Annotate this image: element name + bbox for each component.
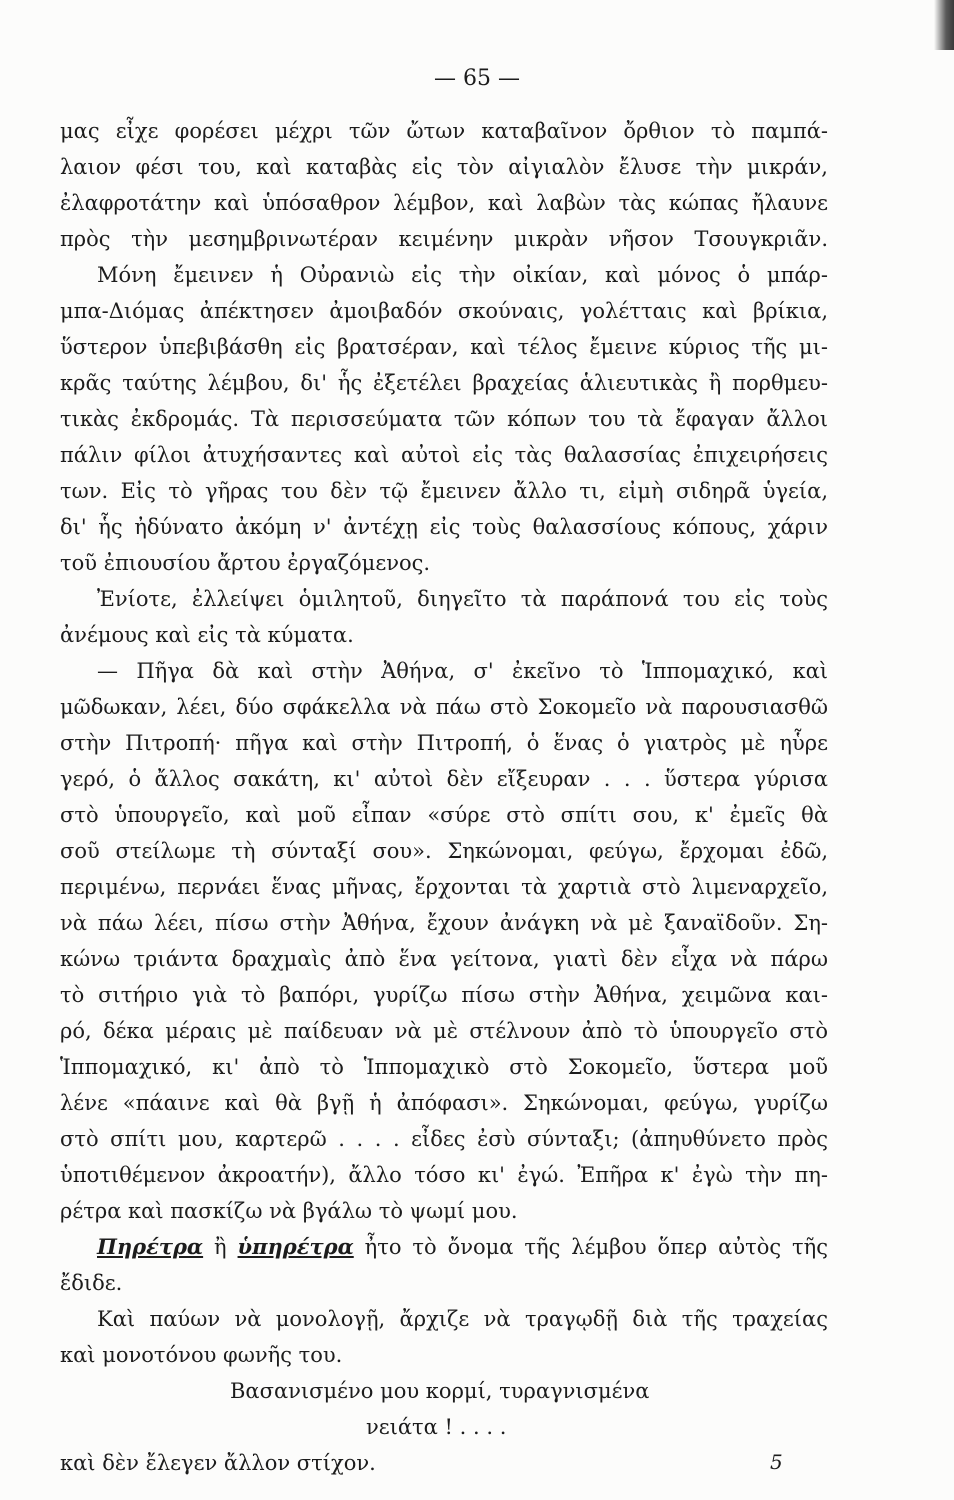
text-line: καὶ μονοτόνου φωνῆς του.	[60, 1343, 343, 1367]
text-line: — Πῆγα δὰ καὶ στὴν Ἀθήνα, σ' ἐκεῖνο τὸ Ἱππομαχικό, καὶ	[97, 659, 828, 683]
text-line: κρᾶς ταύτης λέμβου, δι' ἧς ἐξετέλει βραχείας ἁλιευτικὰς ἢ πορθμευ-	[60, 371, 828, 395]
boat-name-1: Πηρέτρα	[97, 1234, 204, 1259]
text-line: λαιον φέσι του, καὶ καταβὰς εἰς τὸν αἰγιαλὸν ἔλυσε τὴν μικράν,	[60, 155, 828, 179]
signature-mark: 5	[770, 1450, 783, 1474]
text-line: στὴν Πιτροπή· πῆγα καὶ στὴν Πιτροπή, ὁ ἕνας ὁ γιατρὸς μὲ ηὗρε	[60, 731, 828, 755]
text-line: Ἱππομαχικό, κι' ἀπὸ τὸ Ἱππομαχικὸ στὸ Σοκομεῖο, ὕστερα μοῦ	[60, 1055, 828, 1079]
text-line: νὰ πάω λέει, πίσω στὴν Ἀθήνα, ἔχουν ἀνάγκη νὰ μὲ ξαναϊδοῦν. Ση-	[60, 911, 828, 935]
text-line: πρὸς τὴν μεσημβρινωτέραν κειμένην μικρὰν νῆσον Τσουγκριᾶν.	[60, 227, 828, 251]
text-line: στὸ ὑπουργεῖο, καὶ μοῦ εἶπαν «σύρε στὸ σπίτι σου, κ' ἐμεῖς θὰ	[60, 803, 828, 827]
text-line: λένε «πάαινε καὶ θὰ βγῇ ἡ ἀπόφασι». Σηκώνομαι, φεύγω, γυρίζω	[60, 1091, 828, 1115]
text-line: τικὰς ἐκδρομάς. Τὰ περισσεύματα τῶν κόπων του τὰ ἔφαγαν ἄλλοι	[60, 407, 828, 431]
text-line: ἐλαφροτάτην καὶ ὑπόσαθρον λέμβον, καὶ λαβὼν τὰς κώπας ἤλαυνε	[60, 191, 828, 215]
text-line: Καὶ παύων νὰ μονολογῇ, ἄρχιζε νὰ τραγῳδῇ διὰ τῆς τραχείας	[97, 1307, 828, 1331]
text-line: ἀνέμους καὶ εἰς τὰ κύματα.	[60, 623, 354, 647]
emphasis-line	[97, 1232, 828, 1262]
text-line: πάλιν φίλοι ἀτυχήσαντες καὶ αὐτοὶ εἰς τὰς θαλασσίας ἐπιχειρήσεις	[60, 443, 828, 467]
boat-name-connector: ἢ	[214, 1235, 227, 1259]
text-line: τοῦ ἐπιουσίου ἄρτου ἐργαζόμενος.	[60, 551, 431, 575]
text-line: γερό, ὁ ἄλλος σακάτη, κι' αὐτοὶ δὲν εἴξευραν . . . ὕστερα γύρισα	[60, 767, 828, 791]
verse-line: νειάτα ! . . . .	[366, 1415, 507, 1439]
text-line: δι' ἧς ἠδύνατο ἀκόμη ν' ἀντέχῃ εἰς τοὺς θαλασσίους κόπους, χάριν	[60, 515, 828, 539]
text-line: ὕστερον ὑπεβιβάσθη εἰς βρατσέραν, καὶ τέλος ἔμεινε κύριος τῆς μι-	[60, 335, 828, 359]
text-line: Μόνη ἔμεινεν ἡ Οὐρανιὼ εἰς τὴν οἰκίαν, καὶ μόνος ὁ μπάρ-	[97, 263, 828, 287]
text-line: στὸ σπίτι μου, καρτερῶ . . . . εἶδες ἐσὺ σύνταξι; (ἀπηυθύνετο πρὸς	[60, 1127, 828, 1151]
text-line: σοῦ στείλωμε τὴ σύνταξί σου». Σηκώνομαι, φεύγω, ἔρχομαι ἐδῶ,	[60, 839, 828, 863]
text-line: τὸ σιτήριο γιὰ τὸ βαπόρι, γυρίζω πίσω στὴν Ἀθήνα, χειμῶνα και-	[60, 983, 828, 1007]
text-line: των. Εἰς τὸ γῆρας του δὲν τῷ ἔμεινεν ἄλλο τι, εἰμὴ σιδηρᾶ ὑγεία,	[60, 479, 828, 503]
verse-line: Βασανισμένο μου κορμί, τυραγνισμένα	[230, 1379, 650, 1403]
text-line: ρέτρα καὶ πασκίζω νὰ βγάλω τὸ ψωμί μου.	[60, 1199, 518, 1223]
emphasis-rest: ἦτο τὸ ὄνομα τῆς λέμβου ὅπερ αὐτὸς τῆς	[364, 1235, 828, 1259]
text-line: ἔδιδε.	[60, 1271, 123, 1295]
page-number: — 65 —	[434, 66, 520, 91]
text-line: ρό, δέκα μέραις μὲ παίδευαν νὰ μὲ στέλνουν ἀπὸ τὸ ὑπουργεῖο στὸ	[60, 1019, 828, 1043]
text-line: μῶδωκαν, λέει, δύο σφάκελλα νὰ πάω στὸ Σοκομεῖο νὰ παρουσιασθῶ	[60, 695, 828, 719]
text-line: μπα-Διόμας ἀπέκτησεν ἀμοιβαδόν σκούναις, γολέτταις καὶ βρίκια,	[60, 299, 828, 323]
text-line: περιμένω, περνάει ἕνας μῆνας, ἔρχονται τὰ χαρτιὰ στὸ λιμεναρχεῖο,	[60, 875, 828, 899]
boat-name-2: ὑπηρέτρα	[237, 1234, 354, 1259]
text-line: Ἐνίοτε, ἐλλείψει ὁμιλητοῦ, διηγεῖτο τὰ παράπονά του εἰς τοὺς	[97, 587, 828, 611]
text-line: μας εἶχε φορέσει μέχρι τῶν ὤτων καταβαῖνον ὄρθιον τὸ παμπά-	[60, 119, 828, 143]
text-line: κώνω τριάντα δραχμαὶς ἀπὸ ἕνα γείτονα, γιατὶ δὲν εἶχα νὰ πάρω	[60, 947, 828, 971]
text-line: καὶ δὲν ἔλεγεν ἄλλον στίχον.	[60, 1451, 376, 1475]
text-line: ὑποτιθέμενον ἀκροατήν), ἄλλο τόσο κι' ἐγώ. Ἐπῆρα κ' ἐγὼ τὴν πη-	[60, 1163, 828, 1187]
